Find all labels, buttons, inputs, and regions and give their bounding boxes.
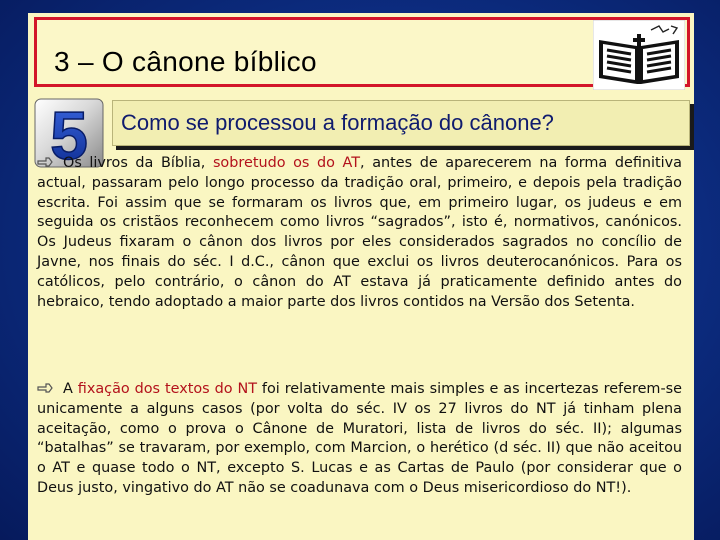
number-badge-text: 5 <box>50 98 88 169</box>
slide-subtitle: Como se processou a formação do cânone? <box>121 110 554 135</box>
subtitle-box <box>112 100 690 146</box>
paragraph-1 <box>37 154 682 312</box>
slide <box>28 13 694 540</box>
paragraph-1-highlight: sobretudo os do AT <box>212 155 361 171</box>
paragraph-2-text-start: A <box>63 381 78 397</box>
paragraph-2-highlight: fixação dos textos do NT <box>77 381 257 397</box>
hand-pointing-icon <box>37 155 53 169</box>
paragraph-2-text-end: foi relativamente mais simples e as incertezas referem-se unicamente a alguns casos (por volta do séc. IV os 27 livros do NT já tinham plena aceitação, como o prova o Cânone de Muratori, lista de livros do séc. II); algumas “batalhas” se travaram, por exemplo, com Marcion, o herético (d séc. II) que não aceitou o AT e quase todo o NT, excepto S. Lucas e as Cartas de Paulo (por considerar que o Deus justo, vingativo do AT não se coadunava com o Deus misericordioso do NT!). <box>37 381 682 496</box>
title-frame <box>34 17 690 87</box>
paragraph-1-text-end: , antes de aparecerem na forma definitiva actual, passaram pelo longo processo da tradição oral, primeiro, e depois pela tradição escrita. Foi assim que se formaram os livros que, em primeiro lugar, os judeus e em seguida os cristãos reconhecem como livros “sagrados”, isto é, normativos, canónicos. Os Judeus fixaram o cânon dos livros por eles considerados sagrados no concílio de Javne, nos finais do séc. I d.C., cânon que exclui os livros deuterocanónicos. Para os católicos, pelo contrário, o cânon do AT estava já praticamente definido antes do hebraico, tendo adoptado a maior parte dos livros contidos na Versão dos Setenta. <box>37 155 682 310</box>
hand-pointing-icon <box>37 381 53 395</box>
paragraph-2 <box>37 380 682 499</box>
open-bible-icon <box>593 20 685 90</box>
paragraph-1-text-start: Os livros da Bíblia, <box>63 155 213 171</box>
slide-title: 3 – O cânone bíblico <box>54 46 317 77</box>
